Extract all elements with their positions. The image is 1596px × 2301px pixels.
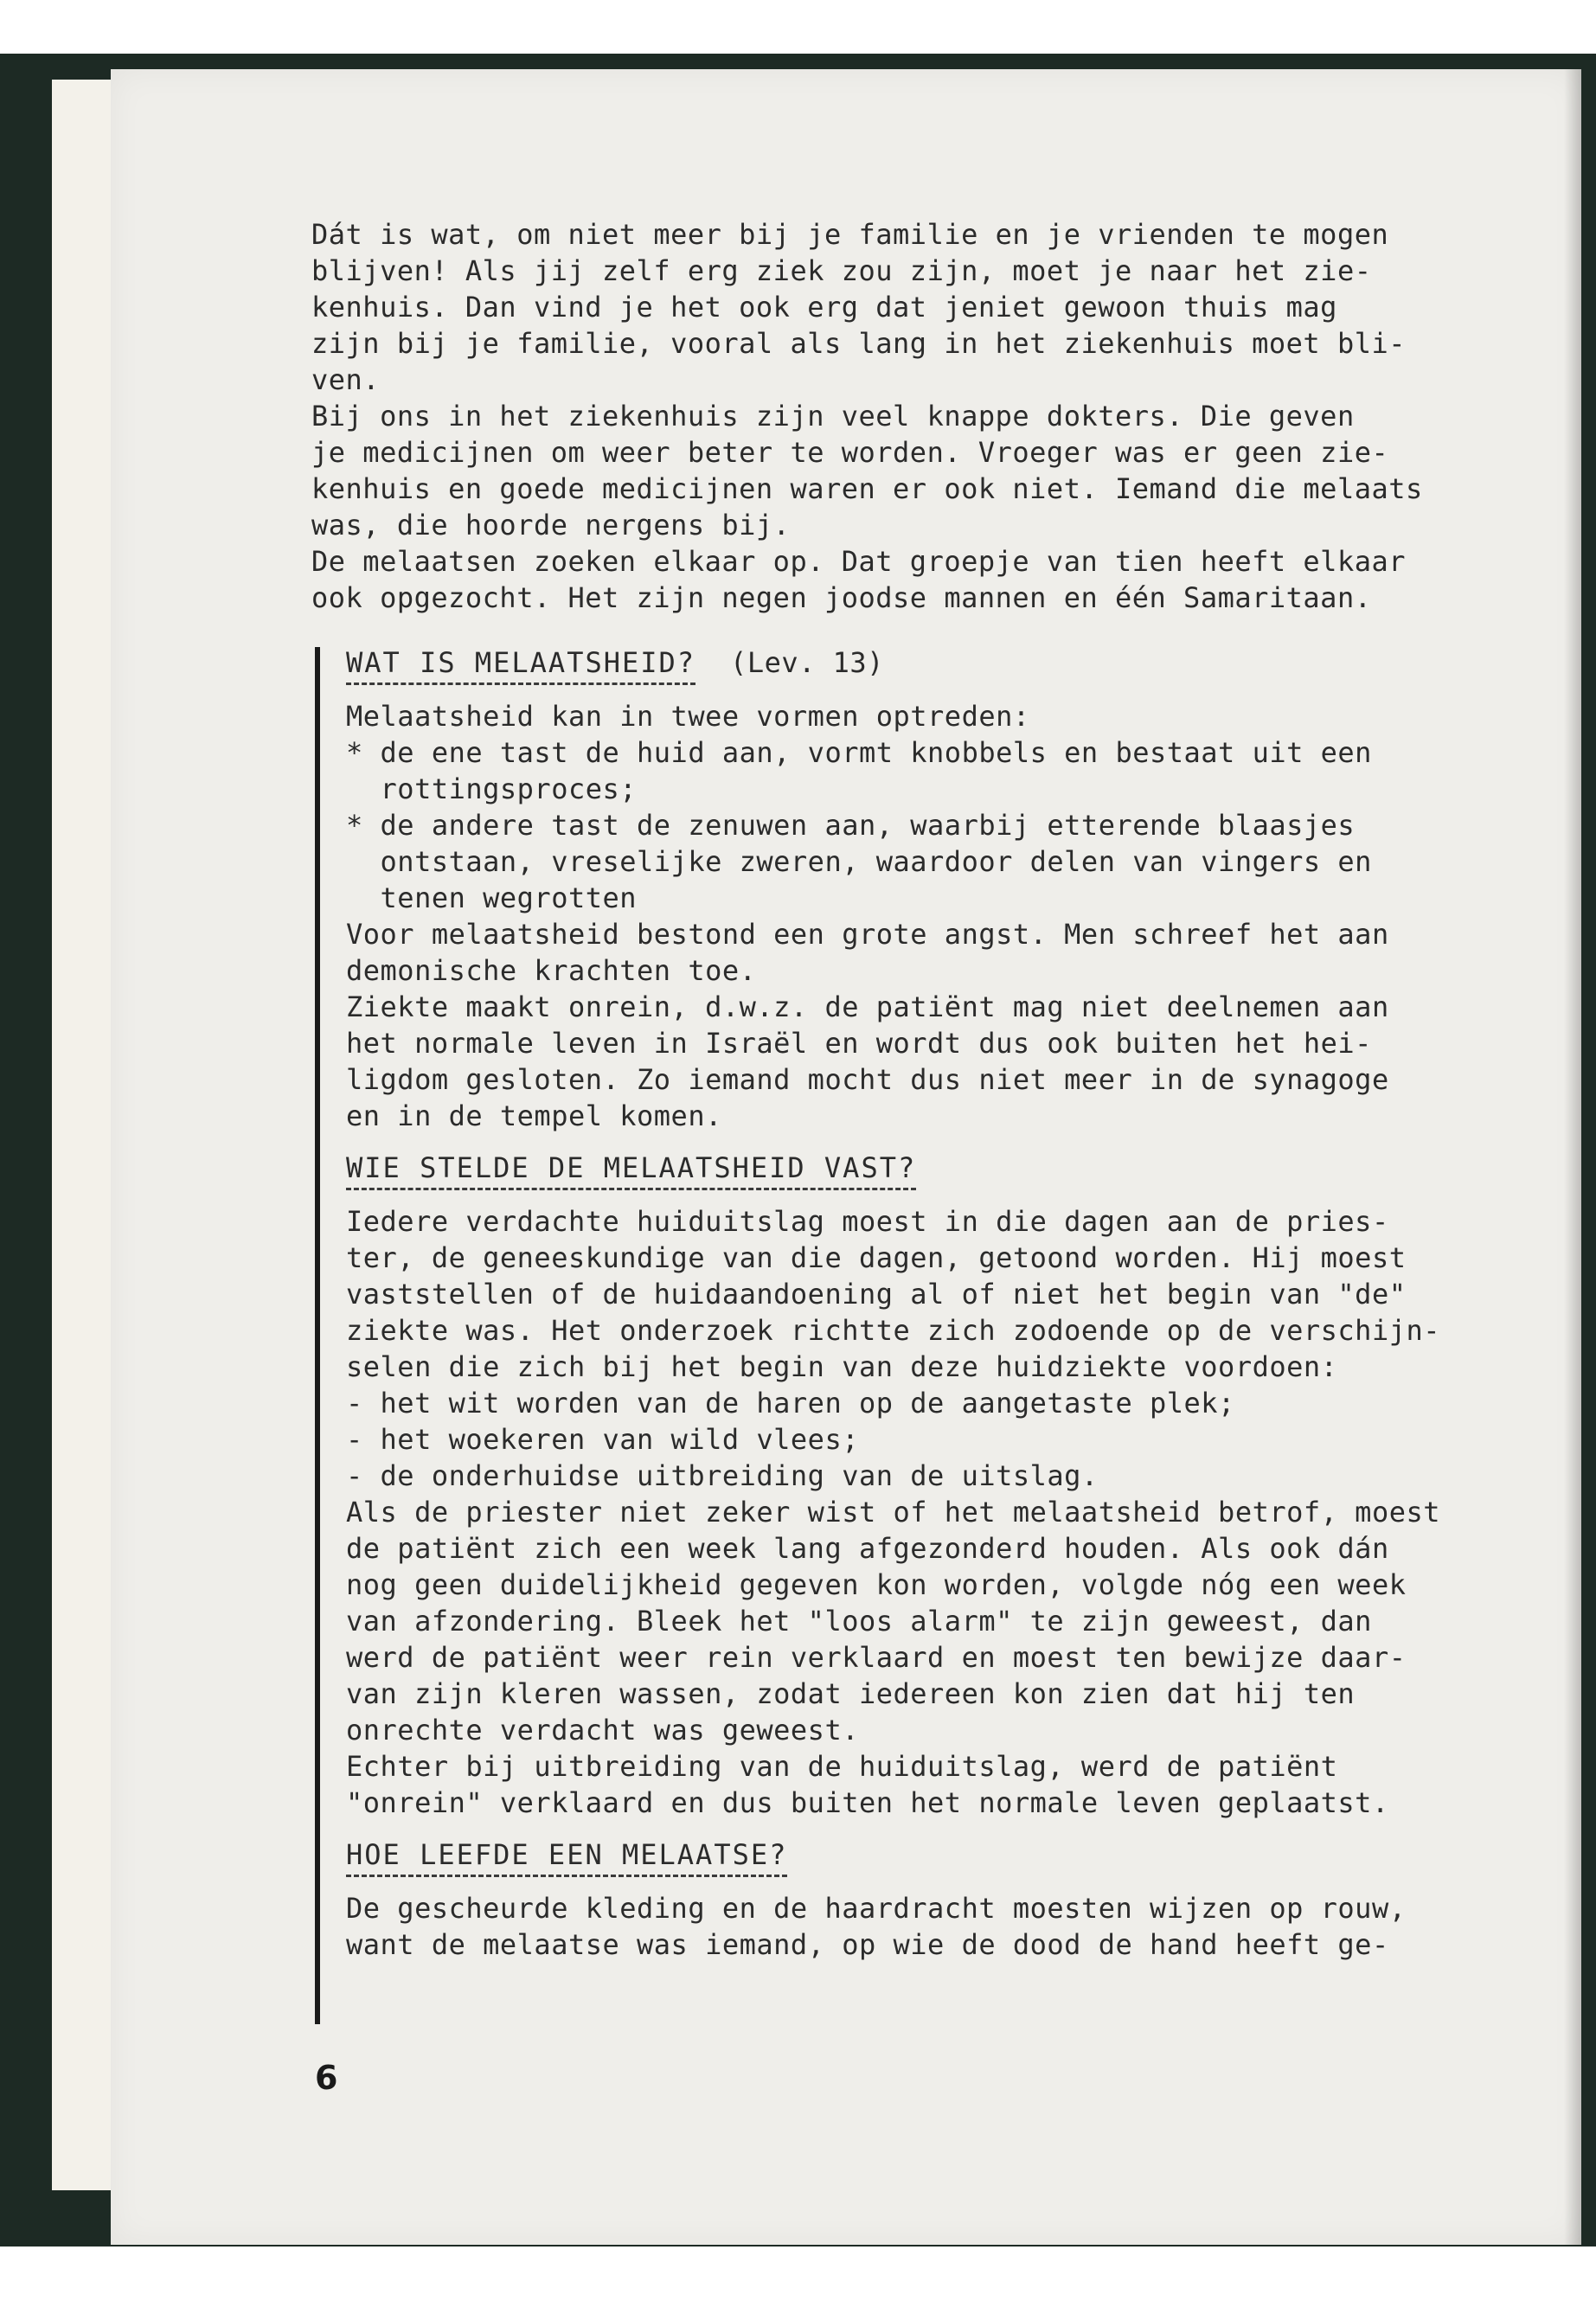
sections-block: [346, 644, 1440, 1978]
text-line: - de onderhuidse uitbreiding van de uitslag.: [346, 1459, 1099, 1492]
text-line: was, die hoorde nergens bij.: [311, 509, 791, 542]
section-what-is-leprosy: [346, 644, 1440, 1134]
text-line: Melaatsheid kan in twee vormen optreden:: [346, 700, 1030, 733]
text-line: ook opgezocht. Het zijn negen joodse mannen en één Samaritaan.: [311, 581, 1372, 614]
section-heading: WAT IS MELAATSHEID?: [346, 644, 695, 685]
text-line: want de melaatse was iemand, op wie de dood de hand heeft ge-: [346, 1928, 1389, 1961]
section-who-diagnosed: [346, 1150, 1440, 1821]
text-line: blijven! Als jij zelf erg ziek zou zijn, moet je naar het zie-: [311, 254, 1372, 287]
text-line: - het wit worden van de haren op de aangetaste plek;: [346, 1387, 1235, 1420]
text-line: De melaatsen zoeken elkaar op. Dat groepje van tien heeft elkaar: [311, 545, 1406, 578]
text-line: je medicijnen om weer beter te worden. Vroeger was er geen zie-: [311, 436, 1389, 469]
text-line: Als de priester niet zeker wist of het melaatsheid betrof, moest: [346, 1496, 1440, 1529]
text-line: werd de patiënt weer rein verklaard en moest ten bewijze daar-: [346, 1641, 1407, 1674]
text-line: selen die zich bij het begin van deze huidziekte voordoen:: [346, 1350, 1338, 1383]
text-line: kenhuis en goede medicijnen waren er ook niet. Iemand die melaats: [311, 472, 1423, 505]
text-line: demonische krachten toe.: [346, 954, 757, 987]
text-line: het normale leven in Israël en wordt dus ook buiten het hei-: [346, 1027, 1372, 1060]
text-line: de patiënt zich een week lang afgezonderd houden. Als ook dán: [346, 1532, 1389, 1565]
section-how-lived: [346, 1836, 1440, 1963]
text-line: "onrein" verklaard en dus buiten het normale leven geplaatst.: [346, 1786, 1389, 1819]
text-line: Voor melaatsheid bestond een grote angst. Men schreef het aan: [346, 918, 1389, 951]
text-line: Iedere verdachte huiduitslag moest in die dagen aan de pries-: [346, 1205, 1389, 1238]
text-line: ziekte was. Het onderzoek richtte zich zodoende op de verschijn-: [346, 1314, 1440, 1347]
text-line: kenhuis. Dan vind je het ook erg dat jeniet gewoon thuis mag: [311, 291, 1337, 324]
text-line: en in de tempel komen.: [346, 1099, 722, 1132]
page-number: 6: [315, 2059, 338, 2097]
margin-bar: [315, 647, 320, 2024]
text-line: ter, de geneeskundige van die dagen, getoond worden. Hij moest: [346, 1241, 1407, 1274]
page-gutter-shadow: [1564, 69, 1581, 2245]
text-line: zijn bij je familie, vooral als lang in het ziekenhuis moet bli-: [311, 327, 1406, 360]
text-line: Ziekte maakt onrein, d.w.z. de patiënt mag niet deelnemen aan: [346, 990, 1389, 1023]
text-line: van afzondering. Bleek het "loos alarm" te zijn geweest, dan: [346, 1605, 1372, 1638]
text-line: ven.: [311, 363, 381, 396]
section-heading: WIE STELDE DE MELAATSHEID VAST?: [346, 1150, 916, 1190]
text-line: Echter bij uitbreiding van de huiduitslag, werd de patiënt: [346, 1750, 1338, 1783]
text-line: ligdom gesloten. Zo iemand mocht dus niet meer in de synagoge: [346, 1063, 1389, 1096]
text-line: - het woekeren van wild vlees;: [346, 1423, 859, 1456]
text-line: tenen wegrotten: [346, 881, 638, 914]
text-line: nog geen duidelijkheid gegeven kon worden, volgde nóg een week: [346, 1568, 1407, 1601]
text-line: rottingsproces;: [346, 772, 638, 805]
text-line: Dát is wat, om niet meer bij je familie en je vrienden te mogen: [311, 218, 1389, 251]
text-line: * de andere tast de zenuwen aan, waarbij etterende blaasjes: [346, 809, 1356, 842]
text-line: onrechte verdacht was geweest.: [346, 1714, 859, 1747]
text-line: vaststellen of de huidaandoening al of niet het begin van "de": [346, 1278, 1407, 1311]
text-line: * de ene tast de huid aan, vormt knobbels en bestaat uit een: [346, 736, 1372, 769]
intro-paragraph: [311, 216, 1423, 616]
text-line: van zijn kleren wassen, zodat iedereen kon zien dat hij ten: [346, 1677, 1356, 1710]
section-heading: HOE LEEFDE EEN MELAATSE?: [346, 1836, 787, 1877]
text-line: Bij ons in het ziekenhuis zijn veel knappe dokters. Die geven: [311, 400, 1355, 433]
bible-reference: (Lev. 13): [730, 646, 884, 679]
text-line: De gescheurde kleding en de haardracht moesten wijzen op rouw,: [346, 1892, 1407, 1925]
text-line: ontstaan, vreselijke zweren, waardoor delen van vingers en: [346, 845, 1372, 878]
